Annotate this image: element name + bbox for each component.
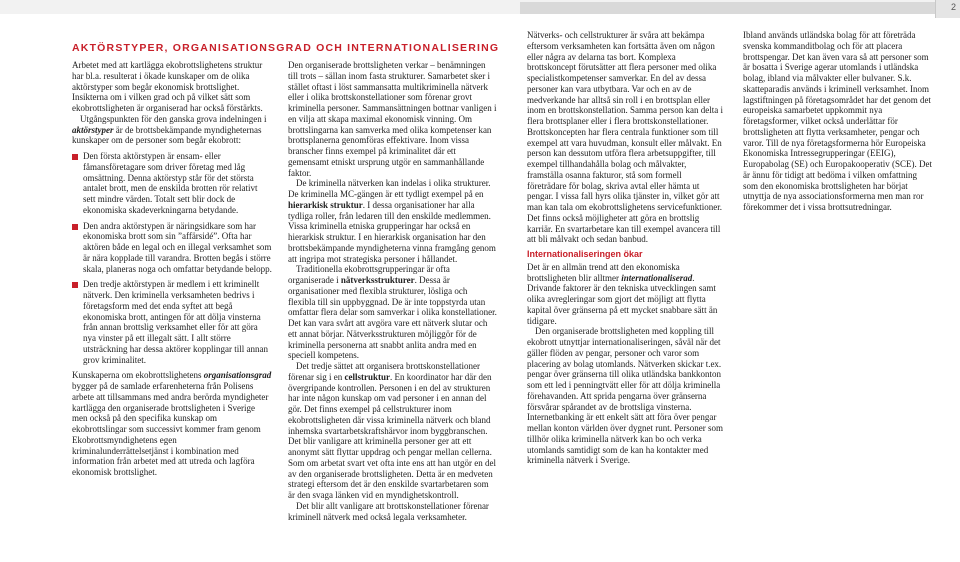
emphasis: organisationsgrad <box>203 370 272 381</box>
intro-paragraph: Arbetet med att kartlägga ekobrottslighetens struktur har bl.a. resulterat i ökade kunskaper om de olika aktörstyper som begår ekonomisk brottslighet. Insikterna om i vilken grad och på vilket sätt som ekobrottsligheten är organiserad har också förstärkts. <box>72 60 263 113</box>
emphasis: cellstruktur <box>344 371 390 382</box>
text-run: . I dessa organisationer har alla tydliga roller, från ledaren till den enskilde medlemmen. Vissa kriminella etniska grupperingar har också en hierarkisk struktur. I en hierarkisk organisation har den brottsbekämpande myndigheterna vinna framgång genom att ingripa mot strategiska personer i hållandet. <box>288 199 496 264</box>
emphasis: internationaliserad <box>621 272 693 283</box>
organisation-paragraph <box>72 370 272 478</box>
subheading-internationalisation: Internationaliseringen ökar <box>527 249 643 259</box>
text-run: Det tredje sättet att organisera brottskonstellationer förenar sig i en <box>288 361 481 382</box>
column-1 <box>72 60 272 478</box>
emphasis: nätverksstrukturer <box>340 275 415 285</box>
text-run: Det är en allmän trend att den ekonomiska brottsligheten blir alltmer <box>527 261 680 283</box>
section-title: AKTÖRSTYPER, ORGANISATIONSGRAD OCH INTERNATIONALISERING <box>72 42 500 54</box>
bullet-actor-type-1: Den första aktörstypen är ensam- eller fåmansföretagare som driver företag med låg omsättning. Denna aktörstyp står för det största antalet brott, men de enskilda brotten rör relativt sett mindre värden. Totalt sett blir dock de ekonomiska skadeverkningarna betydande. <box>72 151 272 216</box>
text-run: . Drivande faktorer är den tekniska utvecklingen samt olika avregleringar som gjort det möjligt att flytta kapital över gränserna på ett mycket snabbare sätt än tidigare. <box>527 272 718 326</box>
page-tab <box>935 0 960 18</box>
emphasis: aktörstyper <box>72 124 114 135</box>
foreign-companies-paragraph: Ibland används utländska bolag för att företräda svenska kommanditbolag och för att placera brottspengar. Det kan även vara så att personer som är bosatta i Sverige agerar utomlands i utländska bolag, ibland via målvakter eller bulvaner. S.k. skatteparadis används i kriminell verksamhet. Inom lagstiftningen på företagsområdet har det genom det europeiska samarbetet uppkommit nya företagsformer, vilket också underlättar för brottsligheten att flytta verksamheter, pengar och varor. Till de nya företagsformerna hör Europeiska Ekonomiska Intressegrupperingar (EEIG), Europabolag (SE) och Europakooperativ (SCE). Det är ännu för tidigt att bedöma i vilken omfattning som den ekonomiska brottsligheten har börjat utnyttja de nya associationsformerna men man ror förekommer det i vissa brottsutredningar. <box>743 30 932 212</box>
internationalisation-paragraph <box>527 262 723 327</box>
complexity-paragraph: Nätverks- och cellstrukturer är svåra att bekämpa eftersom verksamheten kan fortsätta även om någon eller några av delarna tas bort. Komplexa brottskoncept förutsätter att flera personer med olika specialistkompetenser samverkar. En del av dessa personer kan vara utbytbara. Var och en av de medverkande har alltså sin roll i en brottsplan eller inom en brottskonstellation. Samma person kan delta i flera brottsplaner eller i flera brottskonstellationer. Brottskoncepten har flera centrala funktioner som till exempel att vara huvudman, konsult eller målvakt. En person kan dessutom utföra flera arbetsuppgifter, till exempel tillhandahålla bolag och målvakter, framställa osanna fakturor, stå som formell företrädare för bolag, skriva avtal eller hämta ut pengar. I vissa fall hyrs olika tjänster in, vilket gör att man kan tala om ekobrottslighetens servicefunktioner. Det finns också möjligheter att göra en brottslig karriär. En svartarbetare kan till exempel avancera till att bli målvakt och sedan banbud. <box>527 30 723 245</box>
header-stripe <box>520 2 940 14</box>
text-run: . En koordinator har där den övergripande kontrollen. Personen i en del av strukturen har inte någon kunskap om vad personer i en annan del gör. Det finns exempel på cellstrukturer inom ekobrottsligheten där vissa kriminella nätverk och bland inhemska svartarbetskraftshärvor inom byggbranschen. Det blir vanligare att kriminella personer ger att ett anonymt sätt flyttar uppdrag och pengar mellan cellerna. Som om arbetat svart vet ofta inte ens att han utgör en del av den organiserade brottsligheten. Detta är en medveten strategi eftersom det är den enskilde svartarbetaren som är den svaga länken vid en myndighetskontroll. <box>288 371 496 500</box>
text-run: bygger på de samlade erfarenheterna från Polisens arbete att tillsammans med andra berörda myndigheter kartlägga den organiserade brottsligheten i Sverige men också på den specifika kunskap om ekobrottslingar som successivt kommer fram genom Ekobrottsmyndighetens egen kriminalunderrättelsetjänst i kombination med information från arbetet med att utreda och lagföra ekonomisk brottslighet. <box>72 381 269 477</box>
hierarchy-paragraph <box>288 178 497 264</box>
page-number: 2 <box>950 2 956 12</box>
closing-paragraph: Det blir allt vanligare att brottskonstellationer förenar kriminell nätverk med också legala verksamheter. <box>288 500 489 522</box>
bullet-actor-type-2: Den andra aktörstypen är näringsidkare som har ekonomiska brott som sin ”affärsidé”. Ofta har aktören både en legal och en illegal verksamhet som är nära kopplade till varandra. Brotten begås i större skala, planeras noga och omfattar betydande belopp. <box>72 221 272 275</box>
text-run: Utgångspunkten för den ganska grova indelningen i <box>80 113 267 124</box>
text-run: . Dessa är organisationer med flexibla strukturer, lösliga och flexibla till sin uppbyggnad. De är inte toppstyrda utan omfattar flera delar som samverkar i olika konstellationer. Det kan vara svårt att avgöra vare ett nätverk slutar och ett annat börjar. Nätverksstrukturen möjliggör för de kriminella personerna att snabbt anlita andra med en speciell kompetens. <box>288 275 497 361</box>
text-run: Traditionella ekobrottsgrupperingar är ofta organiserade i <box>288 264 450 285</box>
text-run: är de brottsbekämpande myndigheternas kunskaper om de personer som begår ekobrott: <box>72 124 262 146</box>
text-run: De kriminella nätverken kan indelas i olika strukturer. De kriminella MC-gängen är ett tydligt exempel på en <box>288 178 491 199</box>
top-band <box>0 0 960 18</box>
column-2 <box>288 60 497 522</box>
column-3 <box>527 30 723 466</box>
bullet-actor-type-3: Den tredje aktörstypen är medlem i ett kriminellt nätverk. Den kriminella verksamheten bedrivs i företagsform med det enda syftet att begå ekonomiska brott, antingen för att dölja vinsterna från annan brottslig verksamhet eller för att göra nya vinster på ett illegalt sätt. I allt större utsträckning har dessa aktörer kopplingar till annan grov kriminalitet. <box>72 279 272 365</box>
text-run: Kunskaperna om ekobrottslighetens <box>72 370 204 381</box>
network-paragraph: Den organiserade brottsligheten verkar – benämningen till trots – sällan inom fasta strukturer. Samarbetet sker i stället oftast i löst sammansatta multikriminella nätverk eller i olika brottskonstellationer som förenar grovt kriminella personer. Sammansättningen bottnar vanligen i en vilja att skapa maximal ekonomisk vinning. Om brottslingarna kan samverka med olika kompetenser kan brottsplanerna genomföras effektivare. Inom vissa branscher finns exempel på kriminalitet där ett gemensamt etniskt ursprung utgör en sammanhållande faktor. <box>288 60 497 178</box>
column-4 <box>743 30 933 213</box>
emphasis: hierarkisk struktur <box>288 199 363 210</box>
cell-structure-paragraph <box>288 361 497 501</box>
money-flow-paragraph: Den organiserade brottsligheten med koppling till ekobrott utnyttjar internationaliseringen, såväl när det gäller flöden av pengar, personer och varor som placering av bolag utomlands. Nätverken skickar t.ex. pengar över gränserna till olika utländska bankkonton som ett led i penningtvätt eller för att dölja kriminella förehavanden. Att sprida pengarna över gränserna försvårar spårandet av de brottsliga vinsterna. Internetbanking är ett enkelt sätt att föra över pengar mellan konton världen över dygnet runt. Personer som tillhör olika kriminella nätverk kan bo och verka utomlands samtidigt som de kan ha kontakter med kriminella nätverk i Sverige. <box>527 326 723 466</box>
actor-types-intro <box>72 114 272 146</box>
network-structure-paragraph <box>288 264 497 361</box>
